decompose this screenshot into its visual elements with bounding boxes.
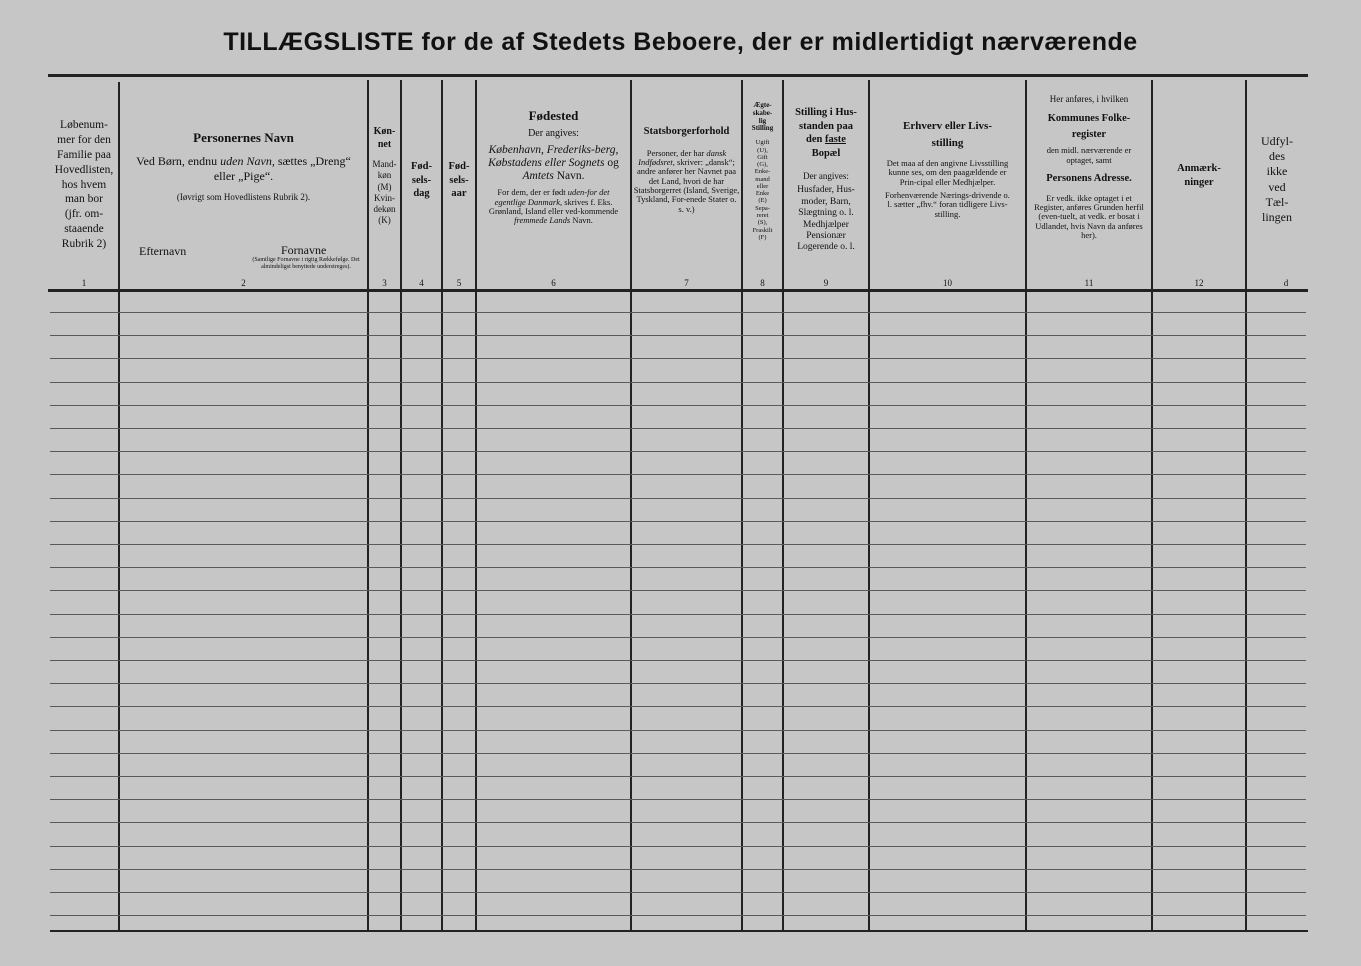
col6-note [484, 188, 624, 225]
col1-line: Familie paa [57, 148, 111, 161]
col1-line: mer for den [57, 133, 111, 146]
header-bottom-border [48, 289, 1308, 292]
colD-line: ved [1268, 179, 1286, 194]
col7-text-italic: dansk Indfødsret, [638, 147, 727, 167]
col2-text-italic: uden Navn, [220, 153, 275, 168]
col3-line: Mand- [372, 159, 397, 169]
header-col-5 [443, 82, 475, 288]
header-col-d [1247, 82, 1307, 288]
col6-note2-italic: fremmede Lands [514, 215, 571, 226]
col9-heading-l3a: den [806, 134, 823, 146]
col6-note1: For dem, der er født [497, 187, 566, 198]
col-number: 12 [1194, 278, 1204, 288]
col3-line: køn [377, 170, 392, 181]
col8-line: Sepa- [755, 204, 770, 212]
col2-sub-note: (Samtlige Fornavne i rigtig Rækkefølge. Det almindeligst benyttede understreges). [252, 257, 360, 270]
ruled-row-line [50, 753, 1306, 754]
col-number: 3 [382, 278, 387, 288]
col9-heading-l4: Bopæl [811, 147, 841, 159]
col9-heading [795, 106, 857, 161]
colD-line: lingen [1262, 210, 1292, 225]
ruled-row-line [50, 892, 1306, 893]
col8-line: (F) [758, 233, 767, 241]
col8-line: reret [756, 211, 769, 219]
col11-text2: Er vedk. ikke optaget i et Register, anføres Grunden herfil (even-tuelt, at vedk. er bosat i Udlandet, hvis Navn da anføres her). [1034, 192, 1144, 240]
col3-heading: Køn-net [373, 126, 396, 150]
ruled-row-line [50, 544, 1306, 545]
col1-line: man bor [64, 193, 103, 206]
col6-main [483, 144, 625, 184]
ruled-row-line [50, 799, 1306, 800]
header-col-3 [369, 82, 400, 288]
col-number: 8 [760, 278, 765, 288]
col3-line: dekøn [373, 204, 396, 214]
col10-heading: Erhverv eller Livs-stilling [903, 120, 992, 149]
col7-text [634, 149, 740, 214]
col7-text2: skriver: „dansk“; andre anfører her Navnet paa det Land, hvori de har Statsborgerret (Island, Sverige, Tyskland, For-enede Stater o. s. v.) [633, 156, 740, 214]
colD-line: Udfyl- [1261, 134, 1293, 148]
ruled-row-line [50, 590, 1306, 591]
col6-note1-italic: uden-for det egentlige Danmark, [494, 187, 610, 207]
col-number: 7 [684, 278, 689, 288]
col2-sub-left: Efternavn [139, 244, 187, 258]
col8-line: eller [756, 182, 769, 190]
ruled-row-line [50, 451, 1306, 452]
col8-line: Ugift [755, 139, 770, 147]
col6-italic-a: København, Frederiks-berg, Købstadens eller [488, 143, 619, 169]
col6-heading: Fødested [528, 108, 579, 123]
bottom-border [50, 930, 1308, 932]
col11-heading2: Personens Adresse. [1046, 172, 1132, 184]
col-number: 9 [823, 278, 829, 288]
ruled-row-line [50, 683, 1306, 684]
ruled-row-line [50, 846, 1306, 847]
col-number: 11 [1084, 278, 1094, 288]
top-border [48, 74, 1308, 77]
ruled-row-line [50, 474, 1306, 475]
col3-line: (K) [378, 215, 391, 226]
ruled-row-line [50, 335, 1306, 336]
col6-sub: Der angives: [528, 127, 579, 139]
col1-line: hos hvem [61, 178, 107, 191]
header-col-6 [477, 82, 630, 288]
ruled-row-line [50, 312, 1306, 313]
col4-heading: Fød-sels-dag [411, 161, 432, 200]
ruled-row-line [50, 730, 1306, 731]
col8-heading: Ægte-skabe-lig Stilling [751, 101, 774, 133]
col6-mid: og [607, 156, 619, 169]
col6-note2: skrives f. Eks. Grønland, Island eller ved-kommende [488, 196, 619, 216]
col8-line: (E) [758, 197, 767, 205]
col3-line: Kvin- [374, 192, 395, 203]
col9-heading-l3 [795, 133, 857, 147]
col2-sub-right: Fornavne [281, 243, 327, 257]
col8-line: Enke [755, 190, 770, 198]
col1-line: Hovedlisten, [54, 163, 114, 176]
header-col-10 [870, 82, 1025, 288]
col8-line: mand [755, 175, 770, 183]
col1-line: (jfr. om- [64, 208, 104, 221]
col3-line: (M) [377, 181, 392, 192]
colD-line: ikke [1266, 164, 1288, 179]
ruled-row-line [50, 706, 1306, 707]
ruled-row-line [50, 869, 1306, 870]
header-col-12 [1153, 82, 1245, 288]
col7-heading: Statsborgerforhold [643, 126, 730, 137]
header-col-9 [784, 82, 868, 288]
colD-line: Tæl- [1265, 194, 1289, 209]
col-number: 6 [551, 278, 556, 288]
col9-text: Husfader, Hus-moder, Barn, Slægtning o. l. Medhjælper Pensionær Logerende o. l. [797, 185, 855, 253]
col8-line: Fraskilt [752, 226, 773, 234]
col-number: 2 [241, 278, 246, 288]
header-col-8 [743, 82, 782, 288]
col6-note3: Navn. [572, 215, 593, 226]
col8-line: (U), [757, 146, 768, 154]
col-number: d [1283, 278, 1289, 288]
col-number: 4 [419, 278, 424, 288]
col8-line: (S), [757, 219, 768, 227]
col10-text1: Det maa af den angivne Livsstilling kunne ses, om den paagældende er Prin-cipal eller Medhjælper. [886, 158, 1009, 187]
form-title: TILLÆGSLISTE for de af Stedets Beboere, der er midlertidigt nærværende [223, 28, 1138, 56]
col9-heading-l3b: faste [824, 134, 846, 146]
col8-line: Enke- [754, 168, 771, 176]
ruled-row-line [50, 358, 1306, 359]
header-col-7 [632, 82, 741, 288]
col9-heading-l1: Stilling i Hus- [795, 107, 857, 118]
col1-line: Løbenum- [60, 118, 108, 131]
header-col-4 [402, 82, 441, 288]
col6-end: Navn. [556, 170, 585, 183]
ruled-row-line [50, 521, 1306, 522]
col2-text-a: Ved Børn, endnu [136, 153, 218, 168]
col2-text [131, 154, 356, 184]
col8-line: Gift [757, 153, 768, 161]
col-number: 5 [456, 278, 462, 288]
ruled-row-line [50, 776, 1306, 777]
col6-italic-c: Amtets [522, 170, 554, 183]
ruled-row-line [50, 428, 1306, 429]
ruled-row-line [50, 637, 1306, 638]
ruled-row-line [50, 567, 1306, 568]
ruled-row-line [50, 382, 1306, 383]
col2-heading: Personernes Navn [193, 130, 294, 145]
col-number: 1 [81, 278, 87, 288]
col6-italic-b: Sognets [568, 156, 605, 169]
col7-text1: Personer, der har [646, 147, 705, 158]
colD-line: des [1269, 149, 1285, 164]
header-col-11 [1027, 82, 1151, 288]
ruled-row-line [50, 822, 1306, 823]
col11-top: Her anføres, i hvilken [1049, 94, 1129, 104]
ruled-row-line [50, 614, 1306, 615]
col11-text1: den midl. nærværende er optaget, samt [1046, 145, 1132, 165]
col10-text2: Forhenværende Nærings-drivende o. l. sætter „fhv.“ foran tidligere Livs-stilling. [885, 190, 1010, 219]
header-col-1 [50, 82, 118, 288]
ruled-row-line [50, 498, 1306, 499]
col5-heading: Fød-sels-aar [448, 161, 470, 200]
col1-line: Rubrik 2) [61, 238, 107, 251]
ruled-row-line [50, 660, 1306, 661]
col9-heading-l2: standen paa [799, 120, 853, 132]
col1-line: staaende [64, 223, 104, 236]
ruled-row-line [50, 405, 1306, 406]
col12-heading: Anmærk-ninger [1177, 163, 1221, 189]
col2-text-b: sættes „Dreng“ eller „Pige“. [213, 153, 351, 183]
col-number: 10 [943, 278, 952, 288]
col11-heading: Kommunes Folke-register [1047, 112, 1131, 140]
ruled-row-line [50, 915, 1306, 916]
col9-sub: Der angives: [803, 170, 849, 181]
col8-line: (G), [757, 161, 768, 169]
col2-note: (Iøvrigt som Hovedlistens Rubrik 2). [176, 191, 311, 202]
